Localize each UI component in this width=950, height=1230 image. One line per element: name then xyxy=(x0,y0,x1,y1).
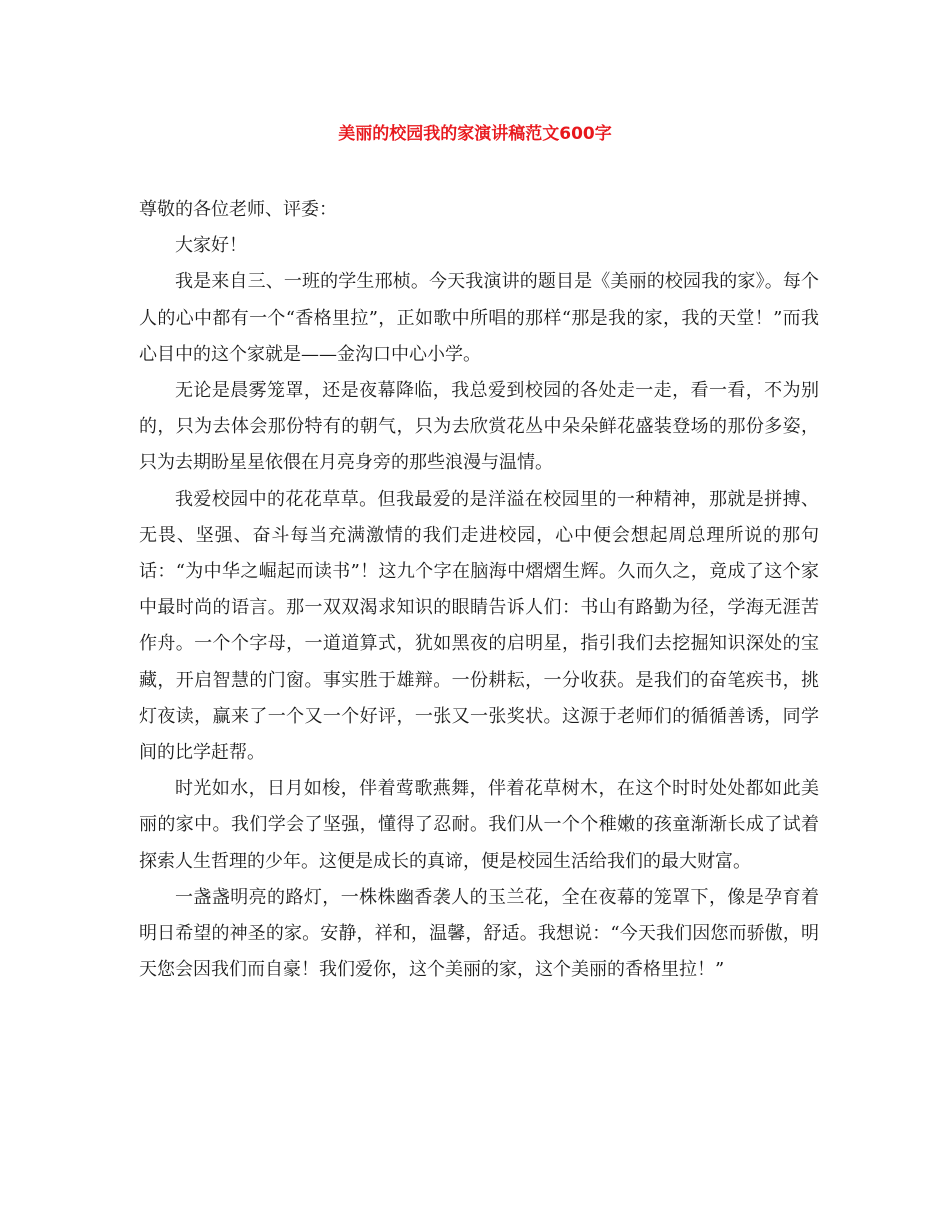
paragraph-greeting: 大家好！ xyxy=(175,235,247,257)
document-body xyxy=(139,192,819,988)
paragraph-school-spirit: 我爱校园中的花花草草。但我最爱的是洋溢在校园里的一种精神，那就是拼搏、无畏、坚强、奋斗每当充满激情的我们走进校园，心中便会想起周总理所说的那句话：“为中华之崛起而读书”！这九个字在脑海中熠熠生辉。久而久之，竟成了这个家中最时尚的语言。那一双双渴求知识的眼睛告诉人们：书山有路勤为径，学海无涯苦作舟。一个个字母，一道道算式，犹如黑夜的启明星，指引我们去挖掘知识深处的宝藏，开启智慧的门窗。事实胜于雄辩。一份耕耘，一分收获。是我们的奋笔疾书，挑灯夜读，赢来了一个又一个好评，一张又一张奖状。这源于老师们的循循善诱，同学间的比学赶帮。 xyxy=(139,488,819,764)
paragraph-conclusion: 一盏盏明亮的路灯，一株株幽香袭人的玉兰花，全在夜幕的笼罩下，像是孕育着明日希望的神圣的家。安静，祥和，温馨，舒适。我想说：“今天我们因您而骄傲，明天您会因我们而自豪！我们爱你，这个美丽的家，这个美丽的香格里拉！” xyxy=(139,886,819,981)
paragraph-campus-walk: 无论是晨雾笼罩，还是夜幕降临，我总爱到校园的各处走一走，看一看，不为别的，只为去体会那份特有的朝气，只为去欣赏花丛中朵朵鲜花盛装登场的那份多姿，只为去期盼星星依偎在月亮身旁的那些浪漫与温情。 xyxy=(139,380,819,474)
paragraph-introduction: 我是来自三、一班的学生邢桢。今天我演讲的题目是《美丽的校园我的家》。每个人的心中都有一个“香格里拉”，正如歌中所唱的那样“那是我的家，我的天堂！”而我心目中的这个家就是——金沟口中心小学。 xyxy=(139,271,819,365)
paragraph-growth: 时光如水，日月如梭，伴着莺歌燕舞，伴着花草树木，在这个时时处处都如此美丽的家中。我们学会了坚强，懂得了忍耐。我们从一个个稚嫩的孩童渐渐长成了试着探索人生哲理的少年。这便是成长的真谛，便是校园生活给我们的最大财富。 xyxy=(139,778,819,872)
salutation: 尊敬的各位老师、评委： xyxy=(139,199,337,220)
document-title: 美丽的校园我的家演讲稿范文600字 xyxy=(338,124,612,144)
